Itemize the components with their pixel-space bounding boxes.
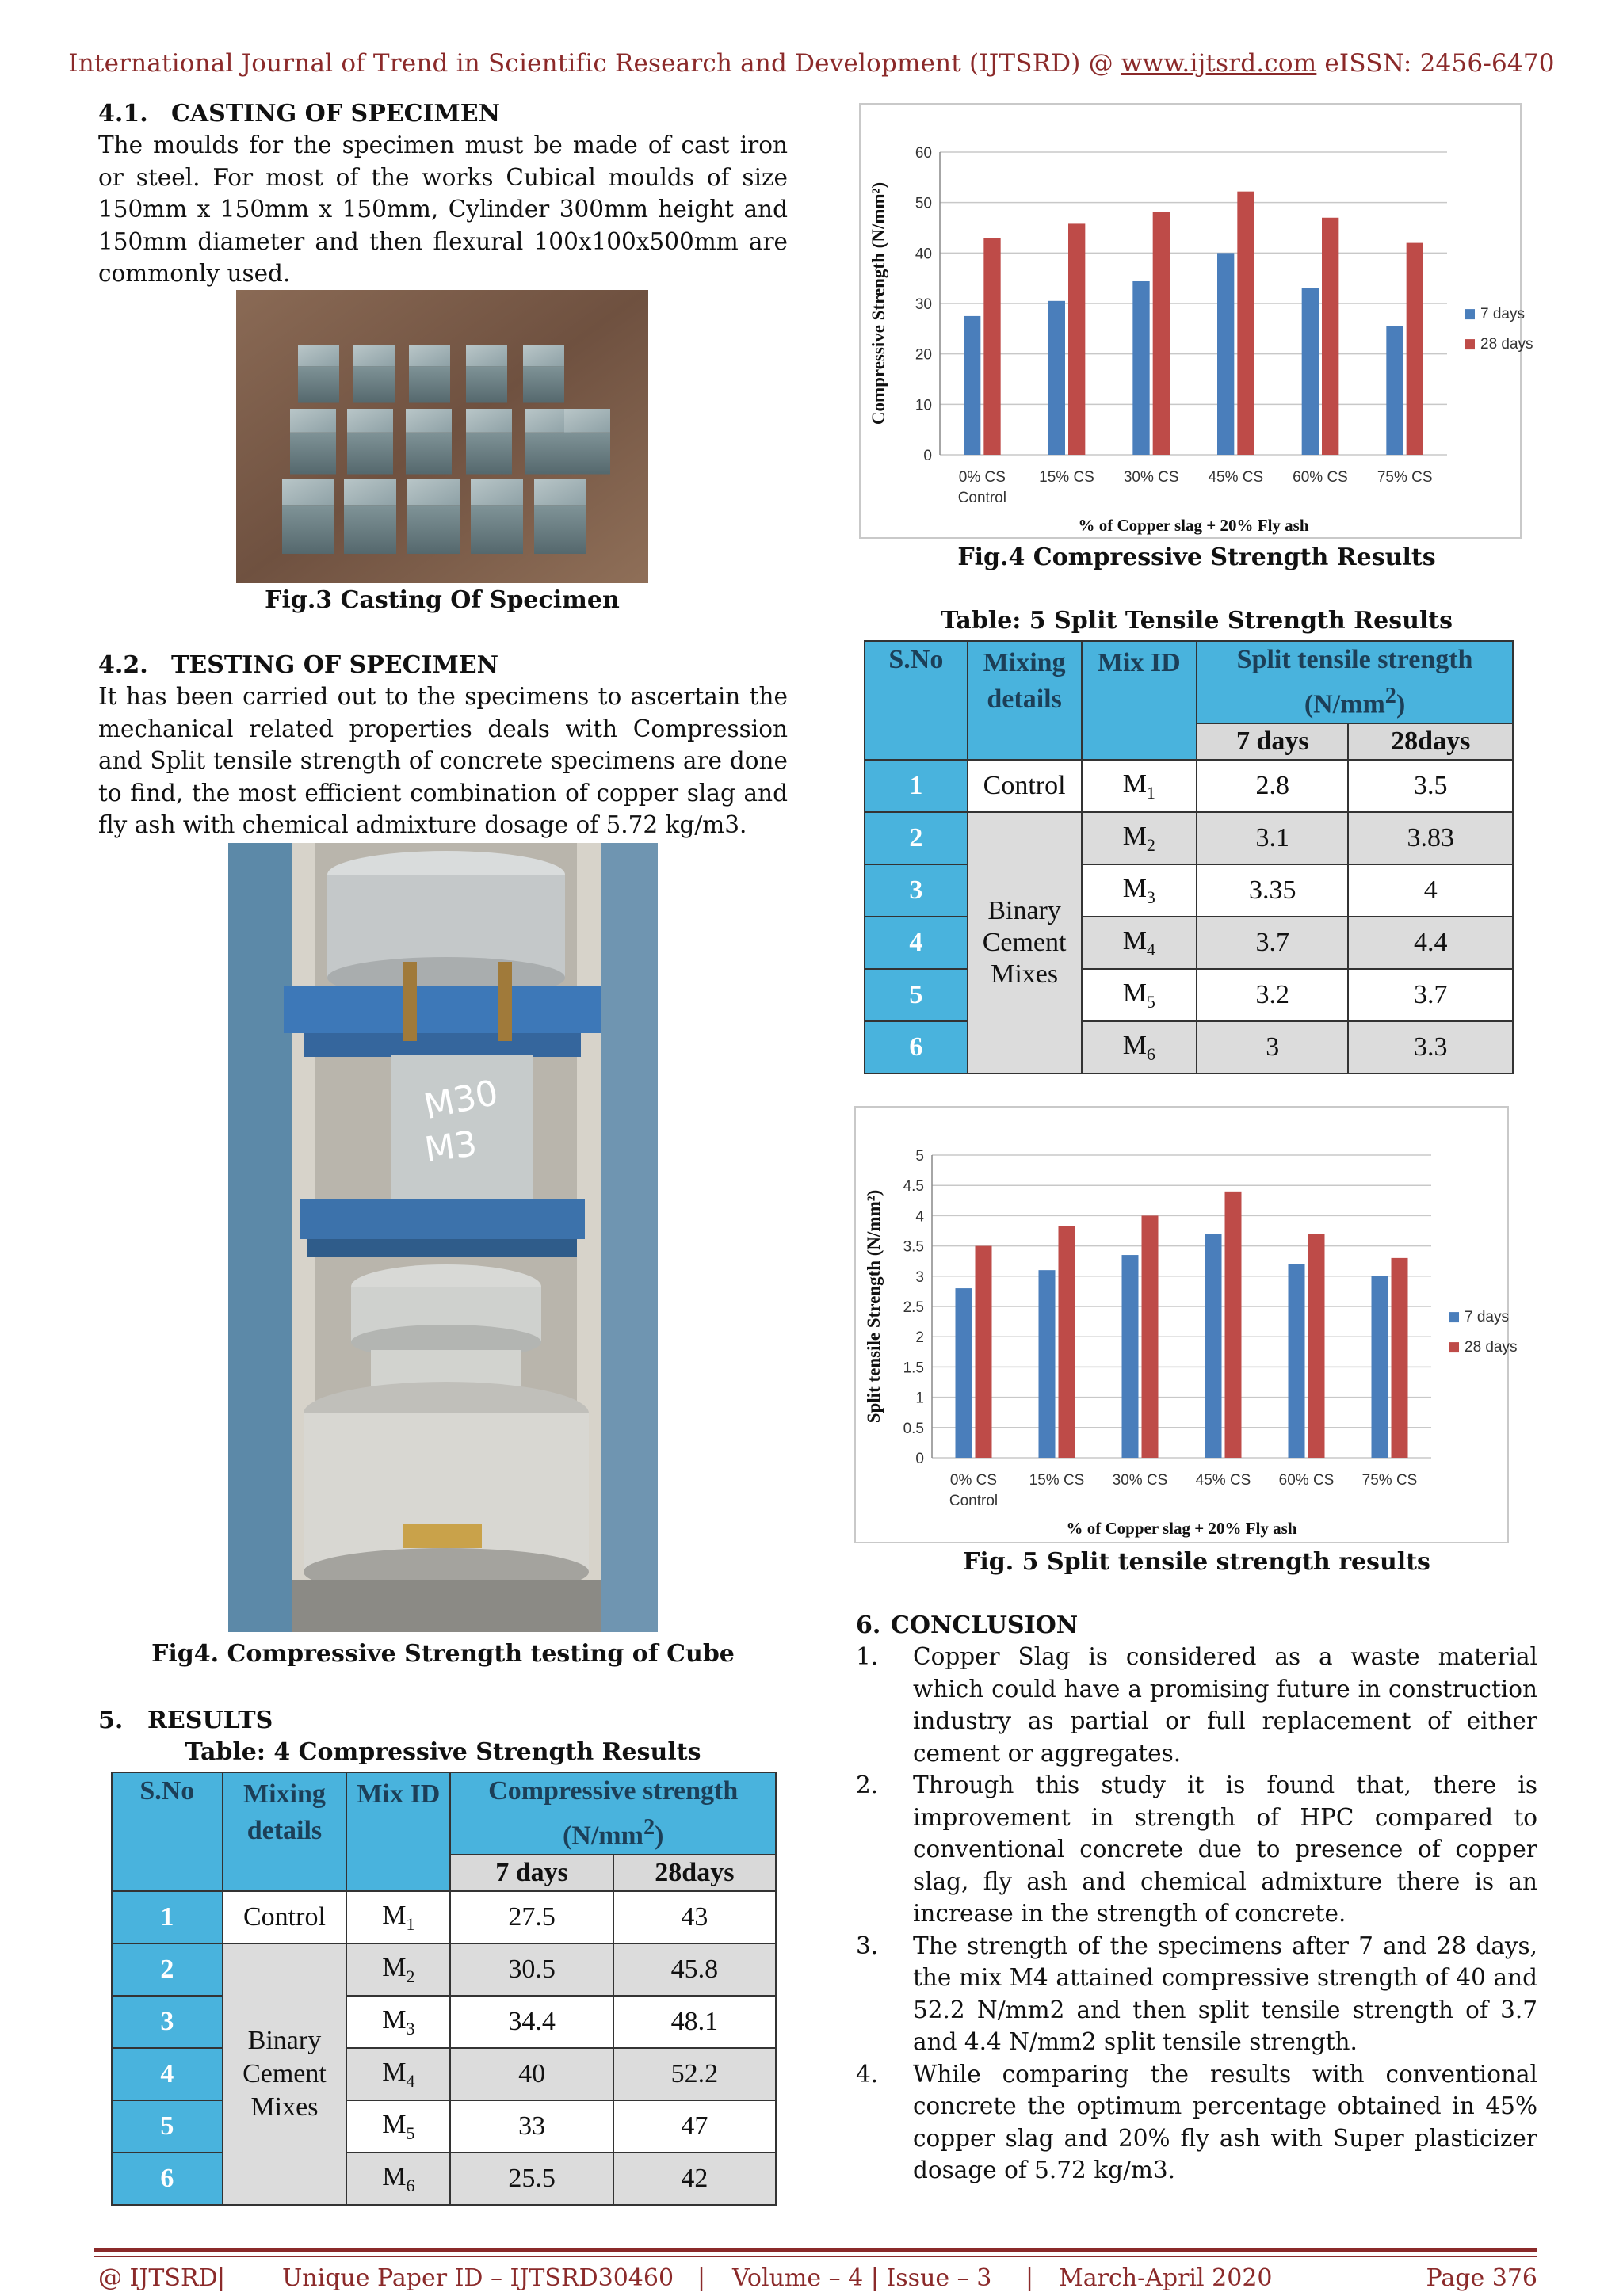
cube-front bbox=[344, 505, 396, 554]
journal-link[interactable]: www.ijtsrd.com bbox=[1121, 49, 1317, 78]
cell-sno: 6 bbox=[865, 1021, 968, 1074]
list-item bbox=[856, 1930, 1537, 2058]
item-text: Copper Slag is considered as a waste material which could have a promising future in construction industry as partial or full replacement of either cement or aggregates. bbox=[913, 1643, 1537, 1767]
mixid-sub: 4 bbox=[406, 2070, 415, 2091]
section-title: CONCLUSION bbox=[891, 1611, 1079, 1639]
compressive-strength-chart bbox=[859, 103, 1533, 539]
cell-7days: 33 bbox=[450, 2100, 613, 2153]
bar-7-days bbox=[1386, 326, 1403, 455]
cell-7days: 34.4 bbox=[450, 1996, 613, 2048]
y-tick-label: 20 bbox=[915, 346, 932, 364]
cube-top bbox=[466, 409, 512, 433]
legend-swatch bbox=[1449, 1312, 1459, 1322]
x-tick-label: 60% CS bbox=[1293, 469, 1348, 486]
col-strength bbox=[450, 1772, 776, 1855]
bar-28-days bbox=[983, 238, 1000, 455]
section-title: CASTING OF SPECIMEN bbox=[171, 100, 501, 128]
strength-unit-close: ) bbox=[655, 1821, 664, 1851]
mixid-letter: M bbox=[382, 2109, 407, 2139]
y-axis-title: Split tensile Strength (N/mm²) bbox=[864, 1189, 884, 1424]
strength-unit: (N/mm bbox=[562, 1821, 643, 1851]
item-number: 1. bbox=[856, 1643, 879, 1670]
cell-sno: 3 bbox=[112, 1996, 223, 2048]
section-heading bbox=[856, 1611, 1537, 1639]
mixid-letter: M bbox=[382, 2004, 407, 2035]
cell-mixid bbox=[1082, 917, 1197, 969]
cell-mixid bbox=[346, 2048, 450, 2100]
cube-front bbox=[406, 433, 452, 475]
mixid-letter: M bbox=[382, 2057, 407, 2087]
table4-title: Table: 4 Compressive Strength Results bbox=[185, 1738, 701, 1766]
bar-28-days bbox=[1142, 1215, 1159, 1458]
x-axis-title: % of Copper slag + 20% Fly ash bbox=[1078, 516, 1309, 535]
cube-top bbox=[407, 479, 460, 505]
table-row bbox=[112, 1996, 776, 2048]
section-results bbox=[98, 1707, 788, 1734]
cell-sno: 1 bbox=[865, 760, 968, 812]
cell-28days: 3.5 bbox=[1348, 760, 1513, 812]
col-mixid: Mix ID bbox=[346, 1772, 450, 1891]
bar-28-days bbox=[1407, 243, 1423, 455]
cell-mixid bbox=[346, 2100, 450, 2153]
x-tick-label: 60% CS bbox=[1278, 1472, 1335, 1489]
y-axis-title: Compressive Strength (N/mm²) bbox=[869, 181, 888, 425]
cube-front bbox=[525, 433, 571, 475]
mixid-sub: 3 bbox=[1146, 887, 1155, 907]
cube-front bbox=[471, 505, 523, 554]
col-mixid: Mix ID bbox=[1082, 641, 1197, 760]
cell-28days: 52.2 bbox=[613, 2048, 776, 2100]
mixid-sub: 1 bbox=[406, 1913, 415, 1934]
y-tick-label: 1 bbox=[915, 1390, 924, 1407]
mixid-letter: M bbox=[1122, 1030, 1147, 1060]
split-tensile-table bbox=[864, 640, 1514, 1074]
cell-sno: 2 bbox=[112, 1943, 223, 1996]
x-tick-label: 45% CS bbox=[1208, 469, 1264, 486]
cube-front bbox=[353, 366, 395, 402]
fig4-chart-caption: Fig.4 Compressive Strength Results bbox=[957, 543, 1436, 571]
col-28days: 28days bbox=[1348, 723, 1513, 760]
cell-mixid bbox=[346, 1996, 450, 2048]
bar-28-days bbox=[1153, 212, 1170, 455]
footer-date: March-April 2020 bbox=[1059, 2264, 1273, 2292]
y-tick-label: 2.5 bbox=[903, 1299, 924, 1316]
cell-28days: 3.7 bbox=[1348, 969, 1513, 1021]
mixid-sub: 4 bbox=[1146, 939, 1155, 959]
cell-7days: 25.5 bbox=[450, 2153, 613, 2205]
item-number: 4. bbox=[856, 2060, 879, 2088]
cell-sno: 5 bbox=[865, 969, 968, 1021]
y-tick-label: 4.5 bbox=[903, 1178, 924, 1196]
cube-top bbox=[409, 345, 450, 366]
cell-mixing: Binary Cement Mixes bbox=[223, 1943, 347, 2205]
section-testing bbox=[98, 651, 788, 841]
y-tick-label: 0 bbox=[915, 1451, 924, 1467]
list-item bbox=[856, 1769, 1537, 1930]
mixid-letter: M bbox=[382, 1900, 407, 1930]
cube-front bbox=[466, 433, 512, 475]
bar-7-days bbox=[1132, 281, 1149, 455]
table-row bbox=[865, 864, 1513, 917]
x-tick-label: 75% CS bbox=[1361, 1472, 1418, 1489]
specimen-marking-id: M3 bbox=[422, 1123, 480, 1171]
col-sno: S.No bbox=[112, 1772, 223, 1891]
footer-separator: | bbox=[697, 2264, 706, 2292]
mixid-letter: M bbox=[1122, 978, 1147, 1008]
bar-7-days bbox=[1205, 1234, 1222, 1458]
cell-28days: 45.8 bbox=[613, 1943, 776, 1996]
x-tick-label: 30% CS bbox=[1123, 469, 1179, 486]
cell-7days: 3.35 bbox=[1197, 864, 1348, 917]
cell-7days: 3.7 bbox=[1197, 917, 1348, 969]
cell-mixid bbox=[346, 1891, 450, 1943]
section-number: 5. bbox=[98, 1707, 124, 1734]
cell-sno: 4 bbox=[112, 2048, 223, 2100]
header-prefix: International Journal of Trend in Scientific Research and Development (IJTSRD) @ bbox=[68, 49, 1121, 78]
table-header-row bbox=[112, 1772, 776, 1855]
mixid-sub: 1 bbox=[1146, 782, 1155, 803]
table-row bbox=[112, 2048, 776, 2100]
cube-top bbox=[523, 345, 564, 366]
cell-sno: 5 bbox=[112, 2100, 223, 2153]
cell-sno: 2 bbox=[865, 812, 968, 864]
bar-28-days bbox=[976, 1246, 992, 1458]
mixid-sub: 2 bbox=[406, 1966, 415, 1986]
item-text: The strength of the specimens after 7 and 28 days, the mix M4 attained compressive strength of 40 and 52.2 N/mm2 and then split tensile strength of 3.7 and 4.4 N/mm2 split tensile strength. bbox=[913, 1932, 1537, 2055]
mixid-letter: M bbox=[382, 1952, 407, 1982]
cell-28days: 48.1 bbox=[613, 1996, 776, 2048]
cell-mixing: Binary Cement Mixes bbox=[968, 812, 1082, 1074]
x-tick-label: 75% CS bbox=[1377, 469, 1433, 486]
legend-label: 7 days bbox=[1480, 306, 1525, 323]
y-tick-label: 5 bbox=[915, 1148, 924, 1165]
list-item bbox=[856, 1641, 1537, 1769]
cell-mixid bbox=[1082, 760, 1197, 812]
cube-top bbox=[353, 345, 395, 366]
cube-front bbox=[347, 433, 393, 475]
section-number: 4.2. bbox=[98, 651, 148, 679]
bar-28-days bbox=[1308, 1234, 1325, 1458]
compression-test-photo bbox=[228, 843, 658, 1632]
cube-top bbox=[525, 409, 571, 433]
cell-7days: 2.8 bbox=[1197, 760, 1348, 812]
legend-label: 28 days bbox=[1465, 1339, 1518, 1356]
cube-front bbox=[290, 433, 336, 475]
cube-front bbox=[523, 366, 564, 402]
col-mixing: Mixing details bbox=[968, 641, 1082, 760]
table-row bbox=[112, 2153, 776, 2205]
cell-mixing: Control bbox=[968, 760, 1082, 812]
table-row bbox=[112, 2100, 776, 2153]
bar-7-days bbox=[1372, 1276, 1388, 1458]
cube-front bbox=[282, 505, 334, 554]
split-chart-svg bbox=[856, 1108, 1518, 1542]
cell-sno: 1 bbox=[112, 1891, 223, 1943]
y-tick-label: 3.5 bbox=[903, 1238, 924, 1256]
cell-mixid bbox=[1082, 969, 1197, 1021]
legend-label: 7 days bbox=[1465, 1309, 1509, 1326]
cell-28days: 3.3 bbox=[1348, 1021, 1513, 1074]
col-strength bbox=[1197, 641, 1513, 723]
cell-sno: 3 bbox=[865, 864, 968, 917]
cell-mixid bbox=[1082, 864, 1197, 917]
cube-group bbox=[282, 345, 610, 554]
cell-28days: 3.83 bbox=[1348, 812, 1513, 864]
x-tick-label: 15% CS bbox=[1029, 1472, 1085, 1489]
section-title: TESTING OF SPECIMEN bbox=[171, 651, 499, 679]
strength-unit-exp: 2 bbox=[643, 1815, 655, 1840]
cell-28days: 42 bbox=[613, 2153, 776, 2205]
x-tick-label: 30% CS bbox=[1112, 1472, 1168, 1489]
strength-label: Compressive strength bbox=[488, 1776, 739, 1806]
cube-front bbox=[407, 505, 460, 554]
cell-sno: 4 bbox=[865, 917, 968, 969]
cell-7days: 3 bbox=[1197, 1021, 1348, 1074]
item-text: While comparing the results with conventional concrete the optimum percentage obtained in 45% copper slag and 20% fly ash with Super plasticizer dosage of 5.72 kg/m3. bbox=[913, 2060, 1537, 2183]
cell-7days: 3.1 bbox=[1197, 812, 1348, 864]
footer-paper-id: Unique Paper ID – IJTSRD30460 bbox=[282, 2264, 674, 2292]
list-item bbox=[856, 2058, 1537, 2187]
section-heading bbox=[98, 100, 788, 128]
y-tick-label: 60 bbox=[915, 145, 932, 162]
y-tick-label: 4 bbox=[915, 1208, 924, 1226]
section-number: 4.1. bbox=[98, 100, 148, 128]
bar-7-days bbox=[964, 316, 980, 455]
col-mixing: Mixing details bbox=[223, 1772, 347, 1891]
x-tick-sublabel: Control bbox=[957, 490, 1006, 506]
x-tick-label: 0% CS bbox=[958, 469, 1006, 486]
casting-photo-graphic bbox=[236, 290, 648, 583]
table-row bbox=[865, 969, 1513, 1021]
col-28days: 28days bbox=[613, 1855, 776, 1891]
section-heading bbox=[98, 1707, 788, 1734]
cell-mixid bbox=[1082, 1021, 1197, 1074]
section-conclusion bbox=[856, 1611, 1537, 2187]
cube-front bbox=[409, 366, 450, 402]
x-tick-label: 0% CS bbox=[949, 1472, 998, 1489]
cell-7days: 40 bbox=[450, 2048, 613, 2100]
y-tick-label: 50 bbox=[915, 195, 932, 212]
mixid-letter: M bbox=[1122, 925, 1147, 955]
table-row bbox=[865, 1021, 1513, 1074]
bar-28-days bbox=[1068, 223, 1085, 455]
col-7days: 7 days bbox=[1197, 723, 1348, 760]
y-tick-label: 0 bbox=[923, 448, 932, 464]
cell-28days: 47 bbox=[613, 2100, 776, 2153]
table5-title: Table: 5 Split Tensile Strength Results bbox=[940, 607, 1453, 635]
cube-top bbox=[466, 345, 507, 366]
cube-top bbox=[344, 479, 396, 505]
section-title: RESULTS bbox=[147, 1707, 273, 1734]
cell-mixing: Control bbox=[223, 1891, 347, 1943]
cube-front bbox=[466, 366, 507, 402]
fig3-caption: Fig.3 Casting Of Specimen bbox=[265, 586, 620, 614]
table-row bbox=[865, 760, 1513, 812]
bar-7-days bbox=[1048, 301, 1065, 455]
bar-7-days bbox=[1039, 1270, 1056, 1458]
footer-rule bbox=[94, 2248, 1537, 2252]
mixid-sub: 5 bbox=[1146, 991, 1155, 1012]
fig4-photo-caption: Fig4. Compressive Strength testing of Cube bbox=[151, 1640, 735, 1668]
cell-7days: 27.5 bbox=[450, 1891, 613, 1943]
cell-sno: 6 bbox=[112, 2153, 223, 2205]
cell-7days: 3.2 bbox=[1197, 969, 1348, 1021]
y-tick-label: 40 bbox=[915, 246, 932, 263]
bar-7-days bbox=[1302, 288, 1319, 455]
cube-top bbox=[298, 345, 339, 366]
table-header-row bbox=[865, 641, 1513, 723]
mixid-sub: 3 bbox=[406, 2018, 415, 2039]
strength-unit: (N/mm bbox=[1304, 689, 1385, 719]
strength-label: Split tensile strength bbox=[1236, 645, 1473, 674]
strength-unit-exp: 2 bbox=[1384, 684, 1396, 708]
cube-top bbox=[282, 479, 334, 505]
strength-unit-close: ) bbox=[1396, 689, 1406, 719]
conclusion-list bbox=[856, 1641, 1537, 2187]
split-tensile-chart bbox=[854, 1106, 1518, 1543]
compressive-chart-svg bbox=[861, 105, 1533, 537]
footer-brand: @ IJTSRD bbox=[98, 2264, 218, 2292]
mixid-sub: 6 bbox=[406, 2175, 415, 2195]
mixid-sub: 6 bbox=[1146, 1043, 1155, 1064]
cell-mixid bbox=[1082, 812, 1197, 864]
item-text: Through this study it is found that, there is improvement in strength of HPC compared to conventional concrete due to presence of copper slag, fly ash and chemical admixture there is an increase in the strength of concrete. bbox=[913, 1772, 1537, 1927]
section-casting bbox=[98, 100, 788, 290]
footer-separator: | bbox=[217, 2264, 226, 2292]
x-tick-sublabel: Control bbox=[949, 1493, 999, 1509]
table-row bbox=[112, 1943, 776, 1996]
cube-top bbox=[406, 409, 452, 433]
bar-28-days bbox=[1392, 1258, 1408, 1458]
item-number: 2. bbox=[856, 1772, 879, 1798]
cell-mixid bbox=[346, 1943, 450, 1996]
cell-28days: 4 bbox=[1348, 864, 1513, 917]
legend-swatch bbox=[1465, 339, 1475, 349]
bar-28-days bbox=[1059, 1226, 1075, 1458]
y-tick-label: 1.5 bbox=[903, 1360, 924, 1377]
legend-swatch bbox=[1465, 309, 1475, 319]
bar-28-days bbox=[1322, 218, 1338, 455]
y-tick-label: 0.5 bbox=[903, 1420, 924, 1437]
section-text: The moulds for the specimen must be made of cast iron or steel. For most of the works Cubical moulds of size 150mm x 150mm x 150mm, Cylinder 300mm height and 150mm diameter and then flexural 100x100x500mm are commonly used. bbox=[98, 132, 788, 287]
cube-top bbox=[534, 479, 586, 505]
mixid-sub: 2 bbox=[1146, 834, 1155, 855]
legend-swatch bbox=[1449, 1342, 1459, 1352]
col-7days: 7 days bbox=[450, 1855, 613, 1891]
cube-top bbox=[347, 409, 393, 433]
item-number: 3. bbox=[856, 1932, 879, 1959]
x-tick-label: 15% CS bbox=[1039, 469, 1094, 486]
mixid-letter: M bbox=[1122, 873, 1147, 903]
mixid-letter: M bbox=[1122, 821, 1147, 851]
footer-rule-thin bbox=[94, 2256, 1537, 2257]
cell-7days: 30.5 bbox=[450, 1943, 613, 1996]
bar-7-days bbox=[1122, 1255, 1139, 1458]
table-row bbox=[865, 917, 1513, 969]
journal-header bbox=[0, 49, 1623, 78]
cube-top bbox=[290, 409, 336, 433]
fig5-chart-caption: Fig. 5 Split tensile strength results bbox=[963, 1548, 1430, 1576]
header-suffix: eISSN: 2456-6470 bbox=[1316, 49, 1555, 78]
cube-front bbox=[564, 433, 610, 475]
compression-machine-graphic bbox=[228, 843, 658, 1632]
cell-28days: 4.4 bbox=[1348, 917, 1513, 969]
col-sno: S.No bbox=[865, 641, 968, 760]
mixid-letter: M bbox=[382, 2161, 407, 2191]
legend-label: 28 days bbox=[1480, 336, 1533, 353]
y-tick-label: 10 bbox=[915, 397, 932, 414]
section-number: 6. bbox=[856, 1611, 881, 1639]
table-row bbox=[865, 812, 1513, 864]
mixid-sub: 5 bbox=[406, 2122, 415, 2143]
bar-28-days bbox=[1225, 1192, 1242, 1458]
y-tick-label: 3 bbox=[915, 1268, 924, 1286]
table-row bbox=[112, 1891, 776, 1943]
footer-separator: | bbox=[1025, 2264, 1034, 2292]
section-text: It has been carried out to the specimens to ascertain the mechanical related properties deals with Compression and Split tensile strength of concrete specimens are done to find, the most efficient combination of copper slag and fly ash with chemical admixture dosage of 5.72 kg/m3. bbox=[98, 683, 788, 838]
compressive-strength-table bbox=[111, 1772, 777, 2206]
cell-28days: 43 bbox=[613, 1891, 776, 1943]
x-axis-title: % of Copper slag + 20% Fly ash bbox=[1066, 1519, 1297, 1538]
footer-page: Page 376 bbox=[1426, 2264, 1537, 2292]
y-tick-label: 2 bbox=[915, 1329, 924, 1347]
cube-front bbox=[298, 366, 339, 402]
specimen-marking-mix: M30 bbox=[420, 1072, 502, 1128]
cube-top bbox=[471, 479, 523, 505]
bar-7-days bbox=[956, 1288, 972, 1458]
footer-volume: Volume – 4 | Issue – 3 bbox=[732, 2264, 992, 2292]
section-heading bbox=[98, 651, 788, 679]
bar-7-days bbox=[1289, 1264, 1305, 1458]
bar-7-days bbox=[1217, 253, 1234, 455]
y-tick-label: 30 bbox=[915, 296, 932, 313]
mixid-letter: M bbox=[1122, 769, 1147, 799]
bar-28-days bbox=[1237, 192, 1254, 455]
x-tick-label: 45% CS bbox=[1195, 1472, 1251, 1489]
cell-mixid bbox=[346, 2153, 450, 2205]
cube-front bbox=[534, 505, 586, 554]
cube-top bbox=[564, 409, 610, 433]
casting-specimen-photo bbox=[236, 290, 648, 583]
